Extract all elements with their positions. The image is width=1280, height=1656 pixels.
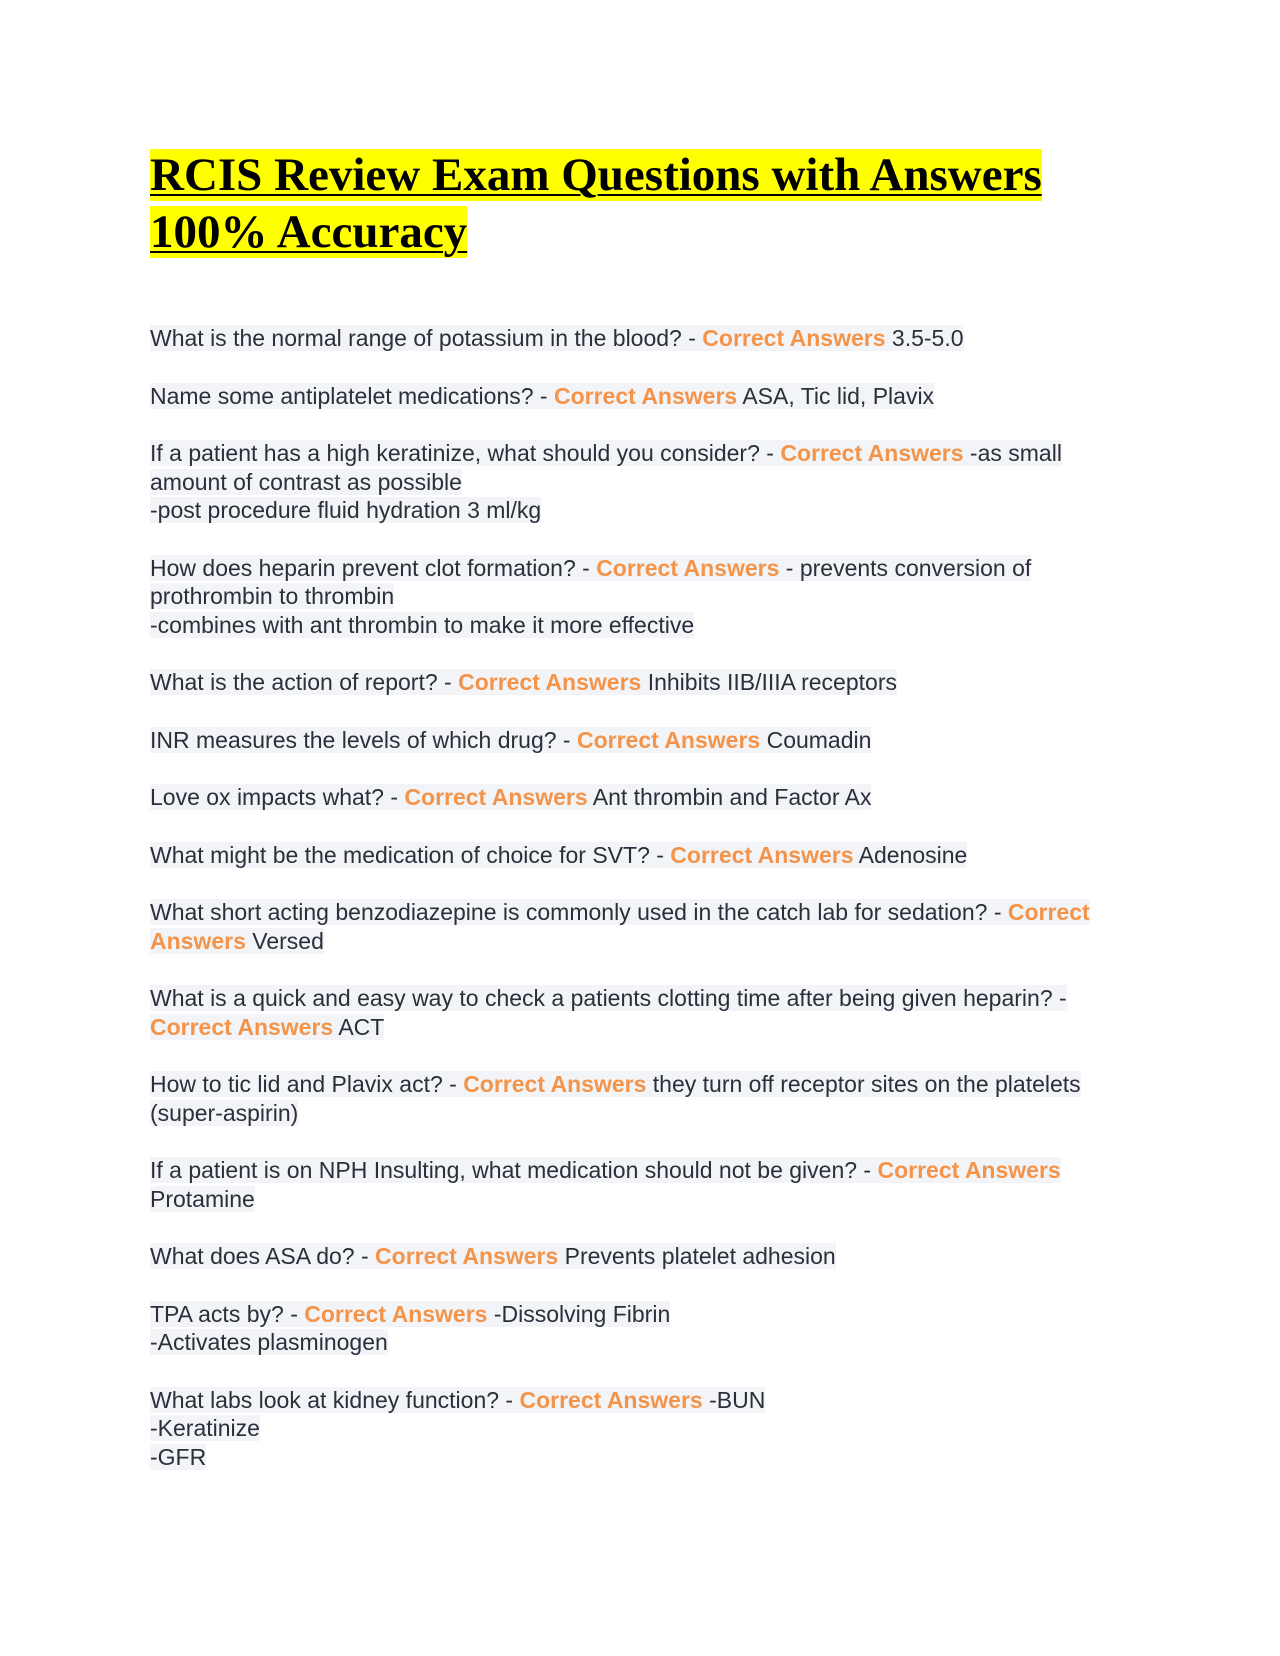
title-line-1: RCIS Review Exam Questions with Answers — [150, 149, 1042, 201]
qa-item — [150, 324, 1110, 353]
question: Name some antiplatelet medications? - — [150, 382, 554, 409]
question: INR measures the levels of which drug? - — [150, 726, 577, 753]
answer-label: Correct Answers — [458, 669, 642, 695]
answer-line: -Keratinize — [150, 1415, 260, 1441]
document-title — [150, 147, 1150, 261]
title-line-2: 100% Accuracy — [150, 206, 468, 258]
qa-item — [150, 1156, 1110, 1213]
qa-item — [150, 382, 1110, 411]
answer-label: Correct Answers — [670, 841, 854, 868]
answer-label: Correct Answers — [596, 554, 780, 581]
answer-label: Correct Answers — [519, 1386, 703, 1413]
answer-label: Correct Answers — [702, 325, 886, 351]
question: If a patient is on NPH Insulting, what medication should not be given? - — [150, 1157, 878, 1183]
question: What labs look at kidney function? - — [150, 1386, 520, 1413]
answer-label: Correct Answers — [463, 1071, 647, 1097]
question: What is the normal range of potassium in the blood? - — [150, 325, 703, 351]
answer-line: -GFR — [150, 1443, 207, 1470]
answer-label: Correct Answers — [877, 1157, 1061, 1183]
question: TPA acts by? - — [150, 1300, 305, 1327]
answer-label: Correct Answers — [150, 899, 1090, 954]
answer: -BUN — [702, 1386, 766, 1413]
qa-item — [150, 554, 1110, 640]
qa-item — [150, 1300, 1110, 1357]
answer-line: -Activates plasminogen — [150, 1329, 388, 1355]
question: What is the action of report? - — [150, 669, 459, 695]
answer: they turn off receptor sites on the platelets (super-aspirin) — [150, 1071, 1081, 1126]
answer-label: Correct Answers — [780, 440, 964, 466]
answer: ASA, Tic lid, Plavix — [737, 382, 935, 409]
question: If a patient has a high keratinize, what should you consider? - — [150, 440, 781, 466]
question: What might be the medication of choice for SVT? - — [150, 841, 671, 868]
qa-list — [150, 324, 1110, 1500]
answer: Adenosine — [853, 841, 968, 868]
question: What short acting benzodiazepine is commonly used in the catch lab for sedation? - — [150, 899, 1008, 925]
answer: Protamine — [150, 1185, 255, 1212]
answer-label: Correct Answers — [553, 382, 738, 409]
answer: Ant thrombin and Factor Ax — [587, 784, 872, 810]
question: What does ASA do? - — [150, 1243, 376, 1269]
question: How does heparin prevent clot formation? - — [150, 554, 597, 581]
answer-label: Correct Answers — [375, 1243, 559, 1269]
question: Love ox impacts what? - — [150, 784, 405, 810]
answer-label: Correct Answers — [576, 726, 761, 753]
answer: ACT — [333, 1013, 385, 1040]
qa-item — [150, 726, 1110, 755]
answer-label: Correct Answers — [304, 1300, 488, 1327]
qa-item — [150, 898, 1110, 955]
qa-item — [150, 1386, 1110, 1472]
qa-item — [150, 439, 1110, 525]
answer: Versed — [245, 927, 324, 954]
qa-item — [150, 984, 1110, 1041]
answer: 3.5-5.0 — [885, 325, 964, 351]
answer-line: -post procedure fluid hydration 3 ml/kg — [150, 497, 542, 523]
answer: -as small amount of contrast as possible — [150, 440, 1062, 495]
answer-label: Correct Answers — [404, 784, 588, 810]
qa-item — [150, 668, 1110, 697]
answer-line: -combines with ant thrombin to make it more effective — [150, 611, 695, 638]
answer: -Dissolving Fibrin — [487, 1300, 671, 1327]
qa-item — [150, 1070, 1110, 1127]
answer: Inhibits IIB/IIIA receptors — [641, 669, 897, 695]
question: What is a quick and easy way to check a patients clotting time after being given heparin? - — [150, 985, 1067, 1011]
question: How to tic lid and Plavix act? - — [150, 1071, 464, 1097]
qa-item — [150, 841, 1110, 870]
answer: Coumadin — [760, 726, 872, 753]
answer: - prevents conversion of prothrombin to thrombin — [150, 554, 1032, 609]
answer: Prevents platelet adhesion — [558, 1243, 836, 1269]
qa-item — [150, 783, 1110, 812]
answer-label: Correct Answers — [150, 1013, 334, 1040]
qa-item — [150, 1242, 1110, 1271]
